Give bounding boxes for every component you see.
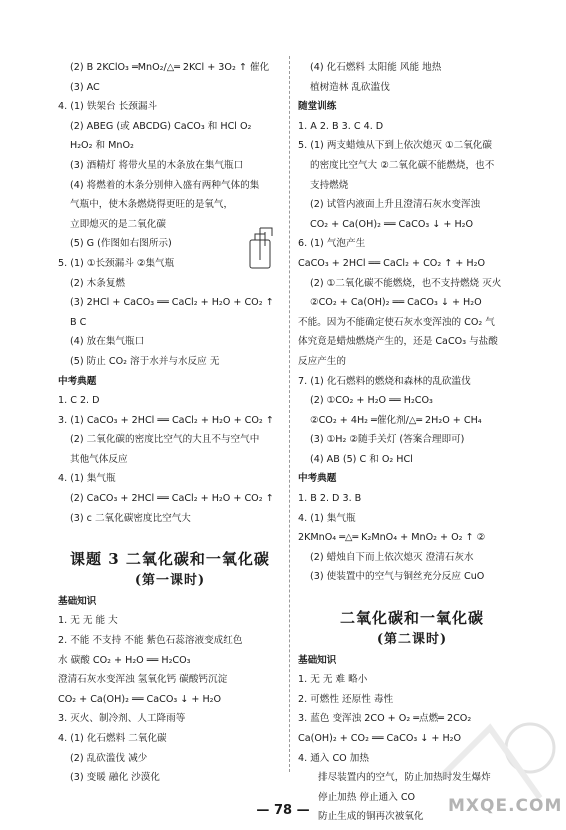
answer-line: (4) 放在集气瓶口 [70,336,145,348]
lesson-title: (第二课时) [376,631,448,647]
answer-line: (4) 将燃着的木条分别伸入盛有两种气体的集 [70,179,260,191]
answer-line: 3. 灭火、制冷剂、人工降雨等 [58,713,186,725]
answer-line: 3. (1) CaCO₃ + 2HCl ══ CaCl₂ + H₂O + CO₂ ↑ [58,414,274,426]
section-heading: 基础知识 [298,654,337,666]
answer-line: 反应产生的 [298,355,346,367]
lesson-title: 二氧化碳和一氧化碳 [339,608,484,627]
answer-line: 4. (1) 集气瓶 [58,473,116,485]
answer-line: (3) c 二氧化碳密度比空气大 [70,512,191,524]
answer-line: 水 碳酸 CO₂ + H₂O ══ H₂CO₃ [58,654,191,666]
answer-line: (2) ABEG (或 ABCDG) CaCO₃ 和 HCl O₂ [70,120,252,132]
answer-line: (4) AB (5) C 和 O₂ HCl [310,453,413,465]
answer-line: ②CO₂ + Ca(OH)₂ ══ CaCO₃ ↓ + H₂O [310,297,482,309]
answer-line: (4) 化石燃料 太阳能 风能 地热 [310,62,442,73]
answer-line: 2. 不能 不支持 不能 紫色石蕊溶液变成红色 [58,635,243,647]
answer-line: B C [70,316,87,328]
answer-line: (3) 酒精灯 将带火星的木条放在集气瓶口 [70,159,244,171]
answer-line: (3) AC [70,81,100,93]
answer-line: (2) ①CO₂ + H₂O ══ H₂CO₃ [310,395,433,407]
answer-line: CO₂ + Ca(OH)₂ ══ CaCO₃ ↓ + H₂O [58,693,222,705]
section-heading: 中考典题 [298,473,337,485]
answer-line: 防止生成的铜再次被氧化 [318,811,424,823]
answer-line: ②CO₂ + 4H₂ ═催化剂/△═ 2H₂O + CH₄ [310,414,482,426]
answer-line: Ca(OH)₂ + CO₂ ══ CaCO₃ ↓ + H₂O [298,733,462,744]
answer-line: 1. A 2. B 3. C 4. D [298,120,384,132]
answer-line: (2) 试管内液面上升且澄清石灰水变浑浊 [310,199,481,211]
answer-line: (2) B 2KClO₃ ═MnO₂/△═ 2KCl + 3O₂ ↑ 催化 [70,62,270,73]
answer-line: 2KMnO₄ ═△═ K₂MnO₄ + MnO₂ + O₂ ↑ ② [298,532,486,544]
answer-line: 4. (1) 化石燃料 二氧化碳 [58,733,167,744]
answer-line: (3) 变暖 融化 沙漠化 [70,772,160,784]
answer-line: 5. (1) ①长颈漏斗 ②集气瓶 [58,257,175,269]
lesson-title: 课题 3 二氧化碳和一氧化碳 [70,549,270,568]
answer-line: (2) 乱砍滥伐 减少 [70,752,148,764]
answer-line: 不能。因为不能确定使石灰水变浑浊的 CO₂ 气 [298,316,495,328]
answer-line: (2) 二氧化碳的密度比空气的大且不与空气中 [70,434,260,446]
answer-line: (2) 木条复燃 [70,277,126,289]
answer-line: H₂O₂ 和 MnO₂ [70,140,134,152]
section-heading: 中考典题 [58,375,97,387]
section-heading: 随堂训练 [298,101,337,113]
answer-line: 1. 无 无 能 大 [58,615,118,627]
answer-line: (2) CaCO₃ + 2HCl ══ CaCl₂ + H₂O + CO₂ ↑ [70,493,274,505]
answer-line: (3) 使装置中的空气与铜丝充分反应 CuO [310,571,485,583]
lesson-title: (第一课时) [134,572,206,588]
answer-line: 5. (1) 两支蜡烛从下到上依次熄灭 ①二氧化碳 [298,140,492,152]
page-number: — 78 — [256,803,310,818]
answer-line: 1. C 2. D [58,395,100,407]
answer-line: CaCO₃ + 2HCl ══ CaCl₂ + CO₂ ↑ + H₂O [298,257,486,269]
answer-line: 4. (1) 集气瓶 [298,512,356,524]
answer-line: 的密度比空气大 ②二氧化碳不能燃烧，也不 [310,159,495,171]
answer-line: (3) ①H₂ ②随手关灯 (答案合理即可) [310,434,465,446]
page-number-value: 78 [273,803,293,818]
answer-line [58,528,282,548]
answer-line: 气瓶中，使木条燃烧得更旺的是氧气， [70,199,234,211]
column-divider [289,56,290,772]
answer-line: 7. (1) 化石燃料的燃烧和森林的乱砍滥伐 [298,375,471,387]
answer-line: 立即熄灭的是二氧化碳 [70,218,166,230]
answer-line: 1. 无 无 难 略小 [298,674,368,686]
answer-line: 停止加热 停止通入 CO [318,791,416,803]
answer-line: (5) G (作图如右图所示) [70,238,172,250]
answer-line: (3) 2HCl + CaCO₃ ══ CaCl₂ + H₂O + CO₂ ↑ [70,297,274,309]
gas-bottle-figure [246,226,276,270]
answer-line: 体究竟是蜡烛燃烧产生的，还是 CaCO₃ 与盐酸 [298,336,498,348]
watermark-text: MXQE.COM [448,796,563,816]
answer-line: 1. B 2. D 3. B [298,493,362,505]
left-column [58,58,282,788]
answer-line: 澄清石灰水变浑浊 氢氧化钙 碳酸钙沉淀 [58,674,228,686]
answer-line [298,587,526,607]
answer-line: 4. (1) 铁架台 长颈漏斗 [58,101,158,113]
answer-line: 其他气体反应 [70,453,128,465]
answer-line: 2. 可燃性 还原性 毒性 [298,693,394,705]
answer-line: 支持燃烧 [310,179,349,191]
answer-line: (2) ①二氧化碳不能燃烧，也不支持燃烧 灭火 [310,277,502,289]
answer-line: 3. 蓝色 变浑浊 2CO + O₂ ═点燃═ 2CO₂ [298,713,472,725]
answer-line: (5) 防止 CO₂ 溶于水并与水反应 无 [70,355,220,367]
section-heading: 基础知识 [58,595,97,607]
answer-line: 植树造林 乱砍滥伐 [310,81,390,93]
answer-line: CO₂ + Ca(OH)₂ ══ CaCO₃ ↓ + H₂O [310,218,474,230]
answer-line: 排尽装置内的空气，防止加热时发生爆炸 [318,772,491,784]
answer-line: 4. 通入 CO 加热 [298,752,369,764]
answer-line: 6. (1) 气泡产生 [298,238,366,250]
answer-line: (2) 蜡烛自下而上依次熄灭 澄清石灰水 [310,551,474,563]
